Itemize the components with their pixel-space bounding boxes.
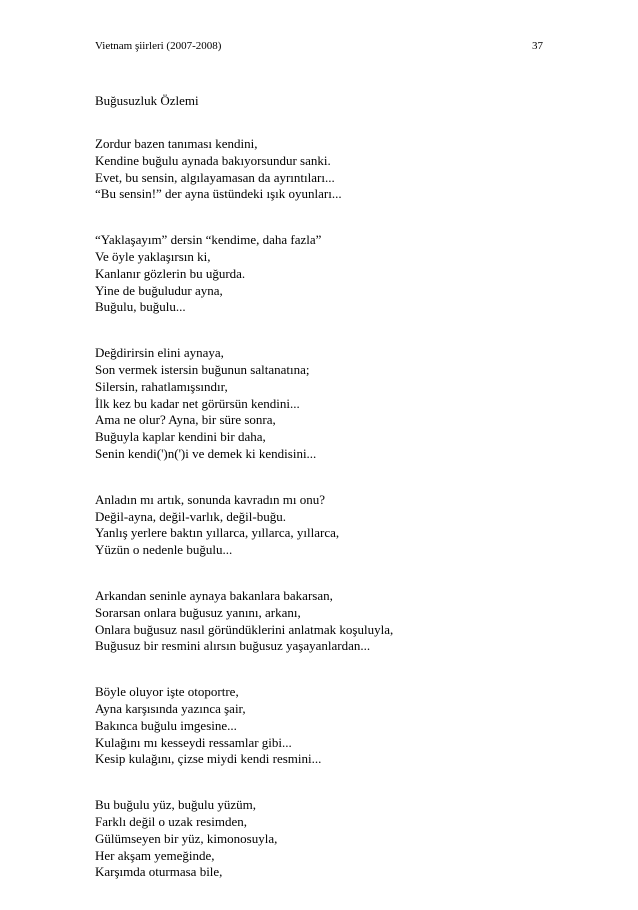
header-book-title: Vietnam şiirleri (2007-2008)	[95, 40, 222, 52]
poem-line: Sorarsan onlara buğusuz yanını, arkanı,	[95, 604, 301, 620]
poem-line: Buğusuz bir resmini alırsın buğusuz yaşayanlardan...	[95, 638, 371, 654]
poem-line: Her akşam yemeğinde,	[95, 847, 215, 863]
poem-line: Değdirirsin elini aynaya,	[95, 345, 224, 361]
poem-line: “Yaklaşayım” dersin “kendime, daha fazla”	[95, 232, 322, 248]
poem-line: Ama ne olur? Ayna, bir süre sonra,	[95, 412, 276, 428]
poem-line: Son vermek istersin buğunun saltanatına;	[95, 361, 310, 377]
poem-line: Silersin, rahatlamışsındır,	[95, 378, 228, 394]
poem-line: İlk kez bu kadar net görürsün kendini...	[95, 395, 300, 411]
poem-line: Yine de buğuludur ayna,	[95, 282, 223, 298]
poem-body	[95, 136, 555, 910]
poem-line: Ve öyle yaklaşırsın ki,	[95, 248, 211, 264]
poem-line: Buğuyla kaplar kendini bir daha,	[95, 429, 266, 445]
poem-line: “Bu sensin!” der ayna üstündeki ışık oyunları...	[95, 186, 342, 202]
poem-title: Buğusuzluk Özlemi	[95, 93, 199, 108]
stanza	[95, 797, 555, 881]
poem-line: Kulağını mı kesseydi ressamlar gibi...	[95, 734, 292, 750]
poem-line: Farklı değil o uzak resimden,	[95, 813, 247, 829]
poem-line: Evet, bu sensin, algılayamasan da ayrıntıları...	[95, 169, 335, 185]
poem-line: Kanlanır gözlerin bu uğurda.	[95, 265, 246, 281]
stanza	[95, 136, 555, 203]
poem-line: Onlara buğusuz nasıl göründüklerini anlatmak koşuluyla,	[95, 621, 394, 637]
poem-line: Böyle oluyor işte otoportre,	[95, 684, 239, 700]
poem-line: Zordur bazen tanıması kendini,	[95, 136, 258, 151]
stanza	[95, 684, 555, 768]
stanza	[95, 492, 555, 559]
poem-line: Bakınca buğulu imgesine...	[95, 717, 237, 733]
poem-line: Kesip kulağını, çizse miydi kendi resmini...	[95, 751, 322, 767]
stanza	[95, 345, 555, 463]
poem-line: Arkandan seninle aynaya bakanlara bakarsan,	[95, 587, 333, 603]
poem-line: Ayna karşısında yazınca şair,	[95, 700, 246, 716]
stanza	[95, 232, 555, 316]
poem-line: Yanlış yerlere baktın yıllarca, yıllarca, yıllarca,	[95, 525, 340, 541]
poem-line: Anladın mı artık, sonunda kavradın mı onu?	[95, 491, 325, 507]
page-number: 37	[532, 40, 543, 52]
poem-line: Gülümseyen bir yüz, kimonosuyla,	[95, 830, 278, 846]
poem-line: Karşımda oturmasa bile,	[95, 864, 223, 880]
running-header	[95, 38, 543, 54]
poem-line: Yüzün o nedenle buğulu...	[95, 542, 233, 558]
stanza	[95, 588, 555, 655]
poem-line: Değil-ayna, değil-varlık, değil-buğu.	[95, 508, 286, 524]
poem-line: Buğulu, buğulu...	[95, 299, 186, 315]
poem-line: Bu buğulu yüz, buğulu yüzüm,	[95, 797, 257, 813]
poem-line: Kendine buğulu aynada bakıyorsundur sanki.	[95, 152, 331, 168]
poem-line: Senin kendi(')n(')i ve demek ki kendisini...	[95, 445, 317, 461]
